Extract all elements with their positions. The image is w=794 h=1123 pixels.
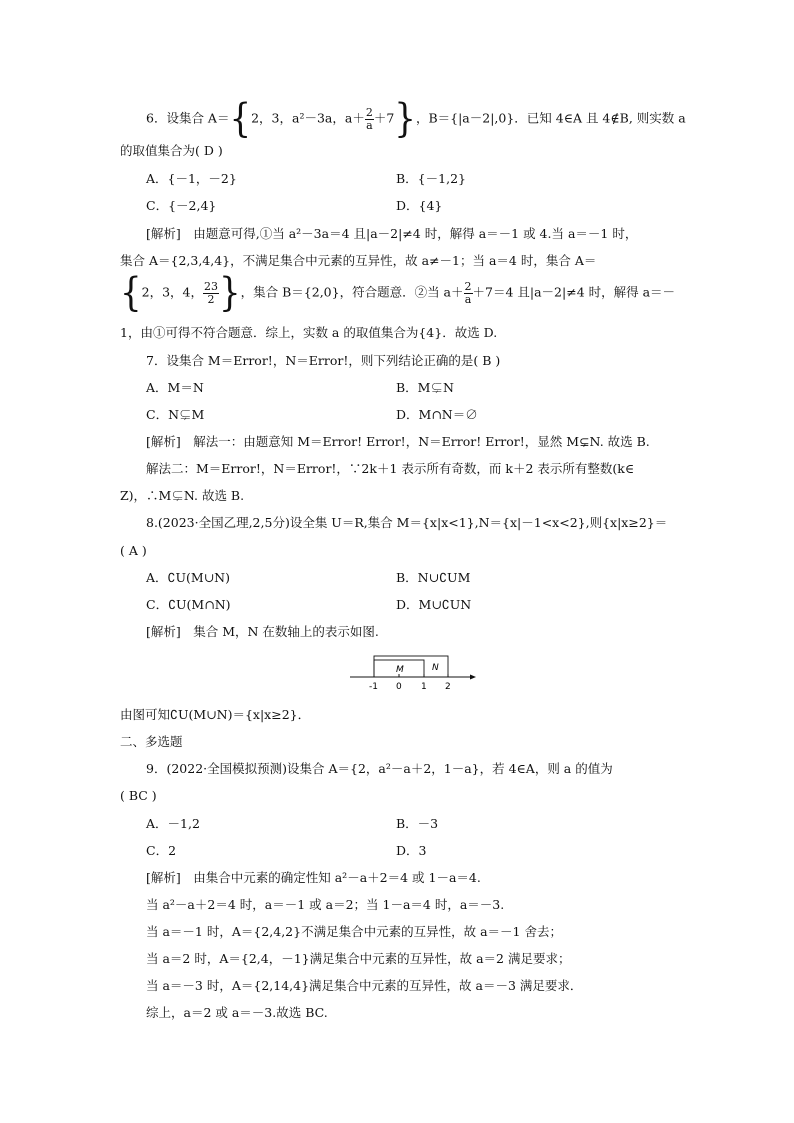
tick-label: 1	[421, 682, 427, 692]
q6-left-brace: {	[229, 96, 252, 142]
q9-option-d: D．3	[396, 843, 427, 858]
number-line-figure	[348, 654, 478, 694]
q6-sol-frac-num: 23	[204, 279, 218, 293]
q7-option-c: C．N⊊M	[146, 407, 205, 422]
q7-solution-line2: 解法二：M＝Error!，N＝Error!，∵2k＋1 表示所有奇数，而 k＋2 表示所有整数(k∈	[146, 461, 635, 476]
q8-option-a: A．∁U(M∪N)	[146, 570, 230, 585]
q6-solution-line3	[120, 270, 676, 316]
q6-right-brace: }	[394, 96, 416, 142]
q6-sol-right-brace: }	[219, 270, 241, 316]
q9-solution-line2: 当 a²－a＋2＝4 时，a＝－1 或 a＝2；当 1－a＝4 时，a＝－3.	[146, 897, 505, 912]
q6-rest: ，B＝{|a－2|,0}．已知 4∈A 且 4∉B, 则实数 a	[415, 110, 686, 126]
tick-label: 2	[445, 682, 451, 692]
q6-fraction	[365, 107, 374, 132]
q6-frac-num: 2	[365, 105, 373, 119]
q7-solution-line3: Z)，∴M⊊N. 故选 B.	[120, 488, 245, 503]
q6-frac-den: a	[366, 118, 373, 132]
q7-option-b: B．M⊊N	[396, 380, 454, 395]
q6-solution-line1: [解析] 由题意可得,①当 a²－3a＝4 且|a－2|≠4 时，解得 a＝－1 或 4.当 a＝－1 时，	[146, 226, 638, 241]
tick-label: 0	[396, 682, 402, 692]
q7-stem: 7．设集合 M＝Error!，N＝Error!，则下列结论正确的是( B )	[146, 353, 501, 368]
q6-solution-line2: 集合 A＝{2,3,4,4}，不满足集合中元素的互异性，故 a≠－1；当 a＝4 时，集合 A＝	[120, 253, 597, 268]
q8-answer: ( A )	[120, 543, 147, 558]
axis-arrow-icon	[470, 675, 476, 680]
q6-sol-frac2-den: a	[464, 292, 472, 306]
q6-sol-fraction	[203, 281, 219, 306]
set-N-label: N	[432, 663, 439, 673]
q6-sol-tail: ＋7＝4 且|a－2|≠4 时，解得 a＝－	[472, 284, 676, 300]
q9-solution-line5: 当 a＝－3 时，A＝{2,14,4}满足集合中元素的互异性，故 a＝－3 满足要求．	[146, 978, 583, 993]
q9-option-c: C．2	[146, 843, 177, 858]
q6-sol-fraction2	[464, 281, 473, 306]
q9-stem: 9．(2022·全国模拟预测)设集合 A＝{2，a²－a＋2，1－a}，若 4∈A，则 a 的值为	[146, 761, 613, 776]
q9-option-b: B．－3	[396, 816, 439, 831]
tick-label: -1	[369, 682, 378, 692]
q6-sol-mid: ，集合 B＝{2,0}，符合题意．②当 a＋	[240, 284, 464, 300]
q6-line2: 的取值集合为( D )	[120, 143, 223, 158]
q6-sol-frac2-num: 2	[464, 279, 472, 293]
q8-solution-line1: [解析] 集合 M，N 在数轴上的表示如图.	[146, 624, 379, 639]
section-heading: 二、多选题	[120, 734, 183, 749]
q6-setA-head: 2，3，a²－3a，a＋	[251, 110, 365, 126]
q9-solution-line6: 综上，a＝2 或 a＝－3.故选 BC.	[146, 1005, 328, 1020]
q6-setA-tail: ＋7	[373, 110, 395, 126]
q6-sol-set-head: 2，3，4，	[141, 284, 203, 300]
q6-prefix: 6．设集合 A＝	[146, 110, 230, 126]
set-M-label: M	[396, 665, 404, 675]
q8-stem: 8.(2023·全国乙理,2,5分)设全集 U＝R,集合 M＝{x|x<1},N＝{x|－1<x<2},则{x|x≥2}＝	[146, 515, 668, 530]
q9-solution-line4: 当 a＝2 时，A＝{2,4，－1}满足集合中元素的互异性，故 a＝2 满足要求；	[146, 951, 571, 966]
q8-option-c: C．∁U(M∩N)	[146, 597, 231, 612]
q6-sol-frac-den: 2	[207, 292, 215, 306]
q6-solution-line4: 1，由①可得不符合题意．综上，实数 a 的取值集合为{4}．故选 D.	[120, 325, 498, 340]
q7-option-d: D．M∩N＝∅	[396, 407, 478, 422]
q6-sol-left-brace: {	[120, 270, 142, 316]
q9-solution-line3: 当 a＝－1 时，A＝{2,4,2}不满足集合中元素的互异性，故 a＝－1 舍去；	[146, 924, 562, 939]
number-line-svg	[348, 654, 478, 694]
q9-solution-line1: [解析] 由集合中元素的确定性知 a²－a＋2＝4 或 1－a＝4.	[146, 870, 481, 885]
q6-option-d: D．{4}	[396, 198, 443, 213]
q8-solution-line2: 由图可知∁U(M∪N)＝{x|x≥2}．	[120, 707, 311, 722]
q6-option-c: C．{－2,4}	[146, 198, 217, 213]
q9-option-a: A．－1,2	[146, 816, 200, 831]
q6-option-b: B．{－1,2}	[396, 171, 466, 186]
q6-option-a: A．{－1，－2}	[146, 171, 237, 186]
q8-option-b: B．N∪∁UM	[396, 570, 471, 585]
q6-stem	[146, 96, 686, 142]
q7-solution-line1: [解析] 解法一：由题意知 M＝Error! Error!，N＝Error! Error!，显然 M⊊N. 故选 B.	[146, 434, 650, 449]
q8-option-d: D．M∪∁UN	[396, 597, 472, 612]
q7-option-a: A．M＝N	[146, 380, 204, 395]
q9-answer: ( BC )	[120, 788, 157, 803]
